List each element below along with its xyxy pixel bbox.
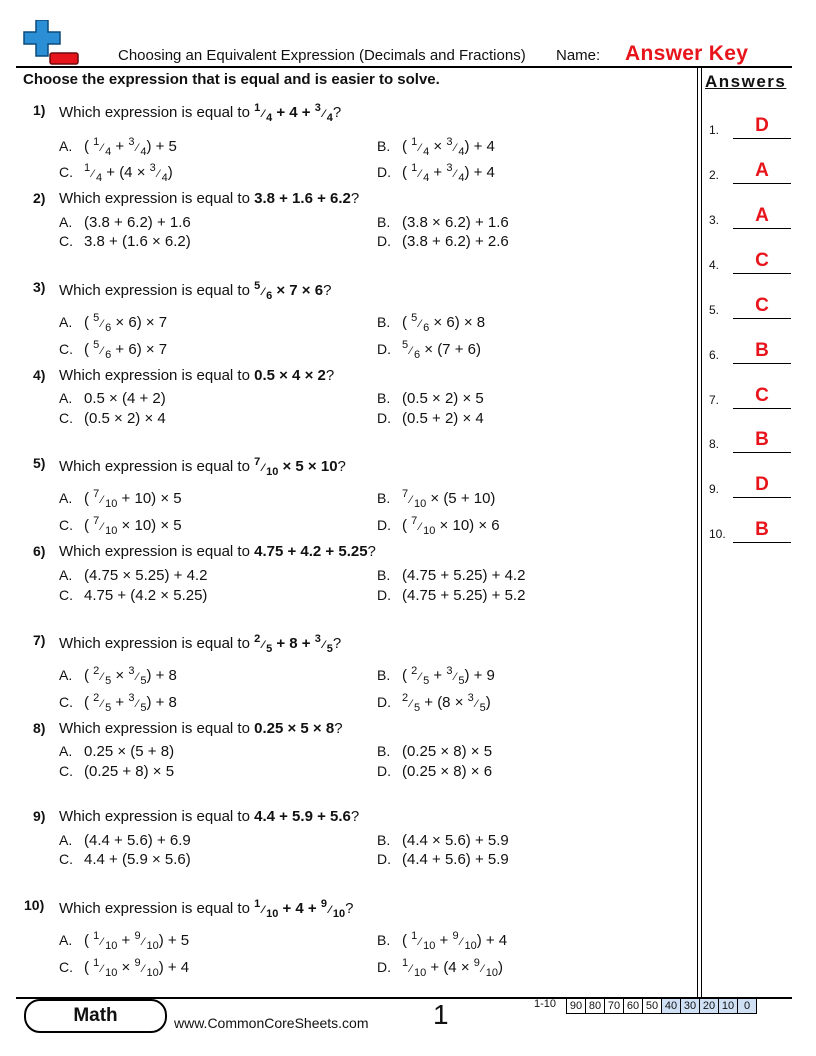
score-range-label: 1-10 <box>534 998 557 1010</box>
answer-blank <box>733 318 791 319</box>
answer-row <box>709 205 794 229</box>
option-b[interactable]: B. ( $^2$ ⁄ $_5$ + $^3$ ⁄ $_5$) + 9 <box>377 665 495 687</box>
option-b[interactable]: B. (4.75 + 5.25) + 4.2 <box>377 567 526 584</box>
answer-blank <box>733 363 791 364</box>
question-number: 2) <box>33 190 46 206</box>
answer-blank <box>733 138 791 139</box>
plus-minus-logo-icon <box>22 20 80 66</box>
question-number: 8) <box>33 720 46 736</box>
question-stem: Which expression is equal to $^7$ ⁄ $_{10}$ × 5 × 10? <box>59 456 346 478</box>
option-b[interactable]: B. ( $^1$ ⁄ $_4$ × $^3$ ⁄ $_4$) + 4 <box>377 136 495 158</box>
answer-blank <box>733 452 791 453</box>
option-c[interactable]: C. 4.75 + (4.2 × 5.25) <box>59 587 208 604</box>
answer-row <box>709 519 794 543</box>
option-a[interactable]: A. (4.75 × 5.25) + 4.2 <box>59 567 208 584</box>
answer-row <box>709 295 794 319</box>
question-number: 1) <box>33 102 46 118</box>
answer-row <box>709 250 794 274</box>
question-stem: Which expression is equal to $^5$ ⁄ $_6$ × 7 × 6? <box>59 280 332 302</box>
answer-row <box>709 429 794 453</box>
instructions: Choose the expression that is equal and is easier to solve. <box>23 71 440 88</box>
answer-value: D <box>755 474 769 495</box>
option-b[interactable]: B. ( $^1$ ⁄ $_{10}$ + $^9$ ⁄ $_{10}$) + 4 <box>377 930 508 952</box>
answer-value: B <box>755 340 769 361</box>
question-number: 9) <box>33 808 46 824</box>
option-a[interactable]: A. (3.8 + 6.2) + 1.6 <box>59 214 191 231</box>
score-cell: 30 <box>681 999 700 1014</box>
answer-blank <box>733 183 791 184</box>
answer-number: 9. <box>709 482 720 496</box>
option-c[interactable]: C. 3.8 + (1.6 × 6.2) <box>59 233 191 250</box>
name-label: Name: <box>556 47 601 64</box>
question-number: 4) <box>33 367 46 383</box>
option-c[interactable]: C. 4.4 + (5.9 × 5.6) <box>59 851 191 868</box>
question-stem: Which expression is equal to $^2$ ⁄ $_5$ + 8 + $^3$ ⁄ $_5$? <box>59 633 342 655</box>
question-stem: Which expression is equal to 0.5 × 4 × 2? <box>59 367 335 384</box>
answer-number: 10. <box>709 527 726 541</box>
option-d[interactable]: D. ( $^1$ ⁄ $_4$ + $^3$ ⁄ $_4$) + 4 <box>377 162 495 184</box>
score-cell: 90 <box>567 999 586 1014</box>
question-number: 7) <box>33 632 46 648</box>
score-cell: 40 <box>662 999 681 1014</box>
option-a[interactable]: A. (4.4 + 5.6) + 6.9 <box>59 832 191 849</box>
answer-blank <box>733 273 791 274</box>
option-d[interactable]: D. $^2$ ⁄ $_5$ + (8 × $^3$ ⁄ $_5$) <box>377 692 491 714</box>
question-stem: Which expression is equal to 0.25 × 5 × 8? <box>59 720 343 737</box>
website-link[interactable]: www.CommonCoreSheets.com <box>174 1015 369 1031</box>
answer-value: A <box>755 160 769 181</box>
answer-row <box>709 340 794 364</box>
answer-number: 6. <box>709 348 720 362</box>
score-cell: 0 <box>738 999 757 1014</box>
option-d[interactable]: D. ( $^7$ ⁄ $_{10}$ × 10) × 6 <box>377 515 500 537</box>
option-b[interactable]: B. (0.25 × 8) × 5 <box>377 743 493 760</box>
option-b[interactable]: B. (0.5 × 2) × 5 <box>377 390 484 407</box>
header-divider <box>16 66 792 68</box>
answer-column-divider <box>701 67 702 997</box>
option-c[interactable]: C. (0.25 + 8) × 5 <box>59 763 175 780</box>
answer-value: C <box>755 250 769 271</box>
answer-number: 7. <box>709 393 720 407</box>
answer-value: B <box>755 519 769 540</box>
question-stem: Which expression is equal to 4.75 + 4.2 + 5.25? <box>59 543 376 560</box>
question-stem: Which expression is equal to 4.4 + 5.9 + 5.6? <box>59 808 360 825</box>
answer-row <box>709 474 794 498</box>
option-d[interactable]: D. (0.25 × 8) × 6 <box>377 763 493 780</box>
question-number: 6) <box>33 543 46 559</box>
answers-header: Answers <box>705 72 787 91</box>
option-d[interactable]: D. (3.8 + 6.2) + 2.6 <box>377 233 509 250</box>
answer-key-label: Answer Key <box>625 42 749 65</box>
answer-blank <box>733 228 791 229</box>
option-c[interactable]: C. $^1$ ⁄ $_4$ + (4 × $^3$ ⁄ $_4$) <box>59 162 173 184</box>
score-cell: 70 <box>605 999 624 1014</box>
option-d[interactable]: D. (4.4 + 5.6) + 5.9 <box>377 851 509 868</box>
question-number: 3) <box>33 279 46 295</box>
option-a[interactable]: A. 0.5 × (4 + 2) <box>59 390 166 407</box>
answer-value: C <box>755 385 769 406</box>
answer-column-divider <box>697 67 698 997</box>
answer-blank <box>733 408 791 409</box>
score-table <box>566 998 757 1014</box>
option-d[interactable]: D. $^1$ ⁄ $_{10}$ + (4 × $^9$ ⁄ $_{10}$) <box>377 957 503 979</box>
option-c[interactable]: C. ( $^2$ ⁄ $_5$ + $^3$ ⁄ $_5$) + 8 <box>59 692 177 714</box>
answer-blank <box>733 497 791 498</box>
worksheet-title: Choosing an Equivalent Expression (Decimals and Fractions) <box>118 47 526 64</box>
score-cell: 60 <box>624 999 643 1014</box>
option-d[interactable]: D. (4.75 + 5.25) + 5.2 <box>377 587 526 604</box>
option-c[interactable]: C. ( $^5$ ⁄ $_6$ + 6) × 7 <box>59 339 168 361</box>
answer-number: 1. <box>709 123 720 137</box>
option-a[interactable]: A. ( $^1$ ⁄ $_{10}$ + $^9$ ⁄ $_{10}$) + 5 <box>59 930 190 952</box>
answer-number: 5. <box>709 303 720 317</box>
page-number: 1 <box>433 999 449 1030</box>
score-cell: 50 <box>643 999 662 1014</box>
option-a[interactable]: A. ( $^1$ ⁄ $_4$ + $^3$ ⁄ $_4$) + 5 <box>59 136 177 158</box>
answer-number: 2. <box>709 168 720 182</box>
score-cell: 80 <box>586 999 605 1014</box>
option-a[interactable]: A. ( $^7$ ⁄ $_{10}$ + 10) × 5 <box>59 488 182 510</box>
answer-value: A <box>755 205 769 226</box>
answer-blank <box>733 542 791 543</box>
answer-number: 4. <box>709 258 720 272</box>
option-a[interactable]: A. ( $^5$ ⁄ $_6$ × 6) × 7 <box>59 312 168 334</box>
option-c[interactable]: C. ( $^1$ ⁄ $_{10}$ × $^9$ ⁄ $_{10}$) + 4 <box>59 957 190 979</box>
option-a[interactable]: A. ( $^2$ ⁄ $_5$ × $^3$ ⁄ $_5$) + 8 <box>59 665 177 687</box>
answer-number: 3. <box>709 213 720 227</box>
answer-number: 8. <box>709 437 720 451</box>
subject-badge: Math <box>24 999 167 1033</box>
question-stem: Which expression is equal to 3.8 + 1.6 + 6.2? <box>59 190 360 207</box>
answer-value: D <box>755 115 769 136</box>
score-cell: 20 <box>700 999 719 1014</box>
option-c[interactable]: C. ( $^7$ ⁄ $_{10}$ × 10) × 5 <box>59 515 182 537</box>
option-b[interactable]: B. ( $^5$ ⁄ $_6$ × 6) × 8 <box>377 312 486 334</box>
question-number: 5) <box>33 455 46 471</box>
score-cell: 10 <box>719 999 738 1014</box>
option-c[interactable]: C. (0.5 × 2) × 4 <box>59 410 166 427</box>
option-a[interactable]: A. 0.25 × (5 + 8) <box>59 743 175 760</box>
question-stem: Which expression is equal to $^1$ ⁄ $_{10}$ + 4 + $^9$ ⁄ $_{10}$? <box>59 898 354 920</box>
answer-value: C <box>755 295 769 316</box>
question-number: 10) <box>24 897 45 913</box>
answer-value: B <box>755 429 769 450</box>
option-b[interactable]: B. $^7$ ⁄ $_{10}$ × (5 + 10) <box>377 488 496 510</box>
option-b[interactable]: B. (4.4 × 5.6) + 5.9 <box>377 832 509 849</box>
question-stem: Which expression is equal to $^1$ ⁄ $_4$ + 4 + $^3$ ⁄ $_4$? <box>59 102 342 124</box>
answer-row <box>709 385 794 409</box>
answer-row <box>709 115 794 139</box>
option-d[interactable]: D. (0.5 + 2) × 4 <box>377 410 484 427</box>
option-d[interactable]: D. $^5$ ⁄ $_6$ × (7 + 6) <box>377 339 481 361</box>
option-b[interactable]: B. (3.8 × 6.2) + 1.6 <box>377 214 509 231</box>
answer-row <box>709 160 794 184</box>
